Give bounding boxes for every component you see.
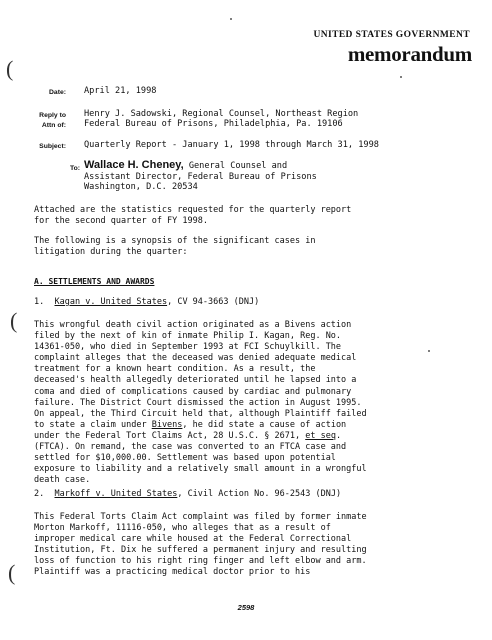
case-citation: Bivens	[151, 419, 183, 430]
text-segment: .	[335, 430, 342, 441]
reply-to-line-2: Federal Bureau of Prisons, Philadelphia, Pa. 19106	[84, 119, 343, 129]
case-title: Kagan v. United States	[54, 297, 168, 307]
citation-et-seq: et seq	[305, 430, 336, 441]
agency-header: UNITED STATES GOVERNMENT	[313, 30, 470, 40]
intro-paragraph-1	[34, 205, 474, 227]
subject-label: Subject:	[39, 143, 66, 150]
to-label: To:	[69, 165, 80, 172]
text-line: Plaintiff was a practicing medical doctor prior to his	[34, 567, 311, 578]
text-line: The following is a synopsis of the significant cases in	[34, 236, 316, 246]
margin-bracket-mark: (	[6, 56, 14, 81]
text-line: 14361-050, who died in September 1993 at FCI Schuylkill. The	[34, 342, 342, 353]
text-line: for the second quarter of FY 1998.	[34, 216, 208, 227]
intro-paragraph-2	[34, 236, 474, 258]
text-line: coma and died of complications caused by cardiac and pulmonary	[34, 386, 352, 397]
to-line-2: Assistant Director, Federal Bureau of Prisons	[84, 172, 317, 182]
text-line: treatment for a known heart condition. As a result, the	[34, 364, 316, 375]
text-line: filed by the next of kin of inmate Philip I. Kagan, Reg. No.	[34, 331, 342, 342]
reply-to-line-1: Henry J. Sadowski, Regional Counsel, Northeast Region	[84, 109, 359, 119]
text-line: complaint alleges that the deceased was denied adequate medical	[34, 353, 357, 364]
addressee-title: General Counsel and	[183, 161, 288, 171]
case-1-caption	[34, 297, 474, 308]
attn-of-label: Attn of:	[41, 122, 66, 129]
addressee-name: Wallace H. Cheney,	[84, 159, 184, 171]
case-docket: , CV 94-3663 (DNJ)	[167, 297, 260, 307]
memo-date: April 21, 1998	[84, 86, 157, 96]
text-line: On appeal, the Third Circuit held that, although Plaintiff failed	[34, 408, 367, 419]
date-label: Date:	[49, 89, 66, 96]
case-number: 1.	[34, 297, 45, 307]
text-segment: to state a claim under	[34, 419, 152, 430]
scan-speck	[230, 18, 232, 20]
page-number: 2598	[237, 603, 255, 612]
memo-subject: Quarterly Report - January 1, 1998 through March 31, 1998	[84, 140, 379, 150]
text-line: improper medical care while housed at the Federal Correctional	[34, 534, 352, 545]
case-2-caption	[34, 489, 474, 500]
reply-to-label: Reply to	[39, 112, 66, 119]
text-line: Institution, Ft. Dix he suffered a permanent injury and resulting	[34, 545, 367, 556]
text-line	[34, 420, 474, 431]
case-docket: , Civil Action No. 96-2543 (DNJ)	[177, 489, 342, 499]
text-line: Morton Markoff, 11116-050, who alleges that as a result of	[34, 523, 331, 534]
text-line: exposure to liability and a relatively small amount in a wrongful	[34, 464, 367, 475]
scan-speck	[400, 76, 402, 78]
text-line	[34, 431, 474, 442]
margin-bracket-mark: (	[10, 308, 18, 333]
text-line: litigation during the quarter:	[34, 247, 188, 258]
case-title: Markoff v. United States	[54, 489, 178, 499]
text-line: This wrongful death civil action originated as a Bivens action	[34, 320, 352, 330]
text-segment: , he did state a cause of action	[182, 419, 347, 430]
text-line: This Federal Torts Claim Act complaint was filed by former inmate	[34, 512, 367, 522]
case-2-paragraph	[34, 512, 474, 579]
text-line: loss of function to his right ring finger and left elbow and arm.	[34, 556, 367, 567]
to-line-3: Washington, D.C. 20534	[84, 182, 198, 192]
memorandum-title: memorandum	[347, 42, 472, 66]
case-number: 2.	[34, 489, 45, 499]
margin-bracket-mark: (	[8, 560, 16, 585]
text-line: failure. The District Court dismissed the action in August 1995.	[34, 397, 362, 408]
text-line: deceased's health allegedly deteriorated until he lapsed into a	[34, 375, 357, 386]
text-line: death case.	[34, 475, 91, 486]
to-line-1	[84, 160, 287, 172]
text-line: (FTCA). On remand, the case was converted to an FTCA case and	[34, 442, 347, 453]
text-line: settled for $10,000.00. Settlement was based upon potential	[34, 453, 336, 464]
case-1-paragraph	[34, 320, 474, 486]
section-heading: A. SETTLEMENTS AND AWARDS	[34, 277, 155, 286]
text-segment: under the Federal Tort Claims Act, 28 U.S.C. § 2671,	[34, 430, 306, 441]
text-line: Attached are the statistics requested for the quarterly report	[34, 205, 352, 215]
